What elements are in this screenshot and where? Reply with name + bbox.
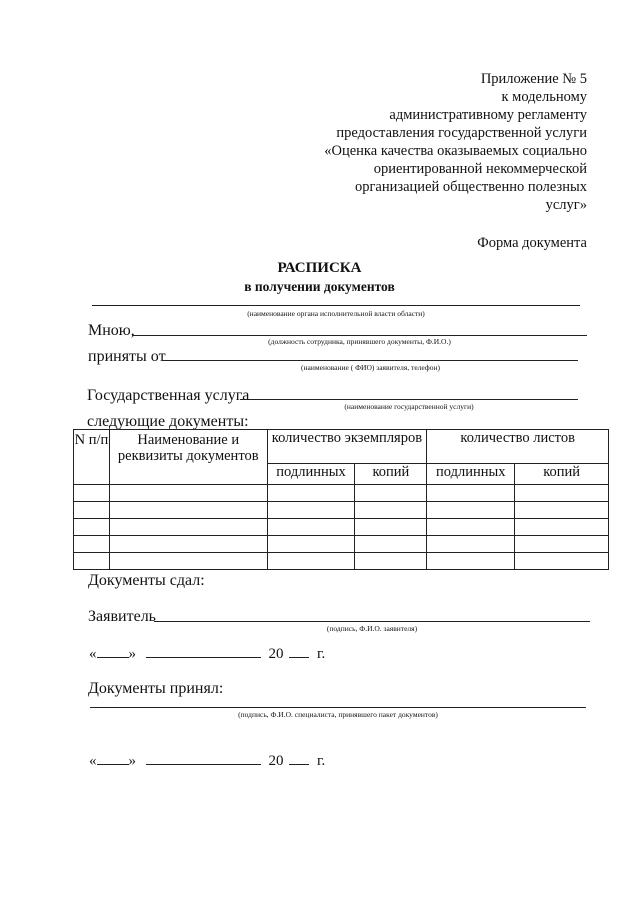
applicant-signature-line[interactable] <box>154 621 590 622</box>
form-label: Форма документа <box>477 235 587 251</box>
date-close-quote: » <box>128 646 136 662</box>
header-num: N п/п <box>74 430 110 485</box>
appendix-line: ориентированной некоммерческой <box>373 161 587 177</box>
subheader-originals: подлинных <box>427 464 515 485</box>
date-open-quote: « <box>89 646 97 662</box>
document-subtitle: в получении документов <box>244 279 395 294</box>
table-cell[interactable] <box>109 553 267 570</box>
table-cell[interactable] <box>515 485 609 502</box>
year-prefix: 20 <box>268 646 284 662</box>
table-cell[interactable] <box>74 502 110 519</box>
table-cell[interactable] <box>515 502 609 519</box>
documents-table <box>73 429 609 570</box>
year-prefix: 20 <box>268 753 284 769</box>
year-field[interactable] <box>289 645 309 658</box>
organ-field-line[interactable] <box>92 305 580 306</box>
day-field[interactable] <box>97 645 129 658</box>
appendix-line: организацией общественно полезных <box>354 179 587 195</box>
by-me-caption: (должность сотрудника, принявшего документы, Ф.И.О.) <box>268 337 451 346</box>
day-field[interactable] <box>97 752 129 765</box>
table-cell[interactable] <box>109 485 267 502</box>
table-cell[interactable] <box>267 485 355 502</box>
table-row[interactable] <box>74 536 609 553</box>
appendix-line: «Оценка качества оказываемых социально <box>324 143 587 159</box>
table-cell[interactable] <box>427 502 515 519</box>
organ-caption: (наименование органа исполнительной власти области) <box>247 309 425 318</box>
table-header-row <box>74 430 609 464</box>
appendix-header <box>257 70 587 252</box>
appendix-line: административному регламенту <box>389 107 587 123</box>
year-suffix: г. <box>317 753 326 769</box>
table-row[interactable] <box>74 485 609 502</box>
subheader-copies: копий <box>515 464 609 485</box>
by-me-label: Мною, <box>88 322 135 339</box>
year-field[interactable] <box>289 752 309 765</box>
table-cell[interactable] <box>109 536 267 553</box>
date-open-quote: « <box>89 753 97 769</box>
accepted-label: Документы принял: <box>88 680 224 697</box>
header-document-name: Наименование и реквизиты документов <box>109 430 267 485</box>
month-field[interactable] <box>146 752 261 765</box>
month-field[interactable] <box>146 645 261 658</box>
table-cell[interactable] <box>515 553 609 570</box>
service-label: Государственная услуга <box>87 387 250 404</box>
table-cell[interactable] <box>267 502 355 519</box>
year-suffix: г. <box>317 646 326 662</box>
table-cell[interactable] <box>267 553 355 570</box>
table-cell[interactable] <box>355 553 427 570</box>
appendix-line: Приложение № 5 <box>480 71 587 87</box>
subheader-copies: копий <box>355 464 427 485</box>
document-title: РАСПИСКА <box>277 260 362 276</box>
table-cell[interactable] <box>355 502 427 519</box>
appendix-line: предоставления государственной услуги <box>336 125 587 141</box>
applicant-label: Заявитель <box>88 608 156 625</box>
table-cell[interactable] <box>74 485 110 502</box>
table-cell[interactable] <box>355 536 427 553</box>
submission-date <box>89 645 325 663</box>
service-field-line[interactable] <box>240 399 578 400</box>
table-row[interactable] <box>74 519 609 536</box>
acceptance-date <box>89 752 325 770</box>
submitted-label: Документы сдал: <box>88 572 205 589</box>
table-cell[interactable] <box>427 536 515 553</box>
table-cell[interactable] <box>74 553 110 570</box>
accepted-caption: (подпись, Ф.И.О. специалиста, принявшего пакет документов) <box>238 710 438 719</box>
applicant-caption: (подпись, Ф.И.О. заявителя) <box>326 624 418 633</box>
service-caption: (наименование государственной услуги) <box>344 402 474 411</box>
table-cell[interactable] <box>355 519 427 536</box>
table-cell[interactable] <box>427 553 515 570</box>
received-from-field-line[interactable] <box>163 360 578 361</box>
table-cell[interactable] <box>355 485 427 502</box>
by-me-field-line[interactable] <box>132 335 587 336</box>
table-cell[interactable] <box>515 536 609 553</box>
accepted-signature-line[interactable] <box>90 707 586 708</box>
appendix-line: услуг» <box>545 197 587 213</box>
table-cell[interactable] <box>267 519 355 536</box>
received-from-caption: (наименование ( ФИО) заявителя, телефон) <box>301 363 440 372</box>
header-sheets-count: количество листов <box>427 430 609 464</box>
appendix-line: к модельному <box>501 89 587 105</box>
table-cell[interactable] <box>109 519 267 536</box>
header-copies-count: количество экземпляров <box>267 430 427 464</box>
following-documents-label: следующие документы: <box>87 413 249 430</box>
date-close-quote: » <box>128 753 136 769</box>
table-cell[interactable] <box>515 519 609 536</box>
table-cell[interactable] <box>74 519 110 536</box>
subheader-originals: подлинных <box>267 464 355 485</box>
table-row[interactable] <box>74 553 609 570</box>
received-from-label: приняты от <box>88 348 166 365</box>
table-cell[interactable] <box>109 502 267 519</box>
table-cell[interactable] <box>427 519 515 536</box>
table-cell[interactable] <box>267 536 355 553</box>
table-cell[interactable] <box>427 485 515 502</box>
table-cell[interactable] <box>74 536 110 553</box>
table-row[interactable] <box>74 502 609 519</box>
